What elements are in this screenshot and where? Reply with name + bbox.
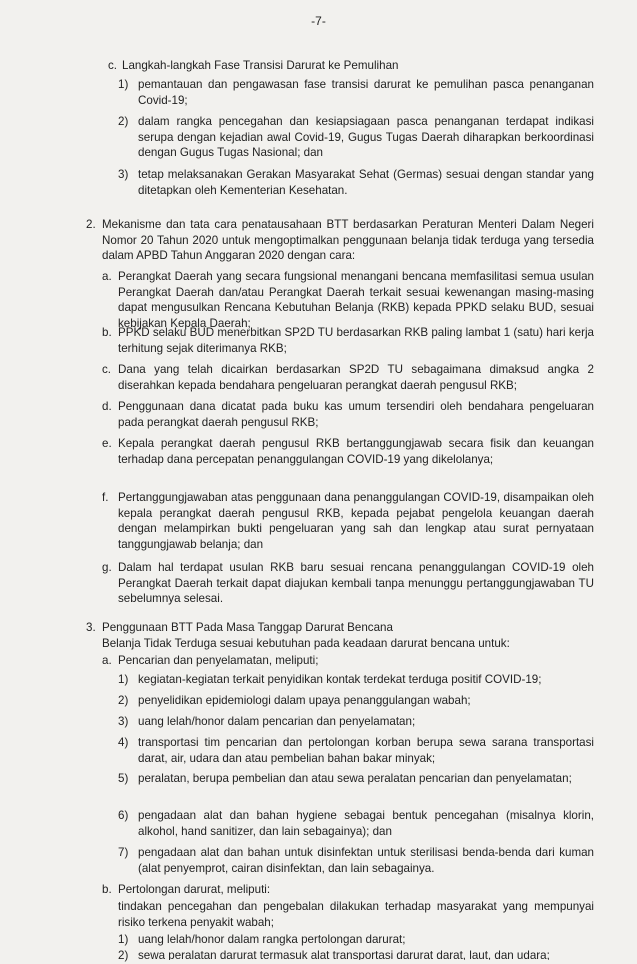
s2-item-a-marker: a. xyxy=(102,270,112,283)
s2-item-f-text: Pertanggungjawaban atas penggunaan dana penanggulangan COVID-19, disampaikan oleh kepala perangkat daerah pengusul RKB, kepada pejabat pengelola keuangan daerah dengan melampirkan bukti pengeluaran yang sah dan lengkap atau surat pernyataan tanggungjawab belanja; dan xyxy=(118,491,594,551)
s3a-item-4-marker: 4) xyxy=(118,736,129,749)
s2-item-b-text: PPKD selaku BUD menerbitkan SP2D TU berdasarkan RKB paling lambat 1 (satu) hari kerja terhitung sejak diterimanya RKB; xyxy=(118,326,594,355)
s1c-item-2-text: dalam rangka pencegahan dan kesiapsiagaan pasca penanganan terdapat indikasi serupa dengan kejadian awal Covid-19, Gugus Tugas Daerah diharapkan berkoordinasi dengan Gugus Tugas Nasional; dan xyxy=(138,115,594,160)
s3a-item-1-marker: 1) xyxy=(118,673,129,686)
s3b-title: Pertolongan darurat, meliputi: xyxy=(118,883,271,896)
s3a-item-7-text: pengadaan alat dan bahan untuk disinfektan untuk sterilisasi benda-benda dari kuman (alat penyemprot, cairan disinfektan, dan lain sebagainya. xyxy=(138,846,594,875)
section1c-title: Langkah-langkah Fase Transisi Darurat ke Pemulihan xyxy=(122,59,399,72)
s3a-item-2-marker: 2) xyxy=(118,694,129,707)
s2-item-a-text: Perangkat Daerah yang secara fungsional menangani bencana memfasilitasi semua usulan Perangkat Daerah dan/atau Perangkat Daerah terkait sesuai kewenangan masing-masing dapat mengusulkan Rencana Kebutuhan Belanja (RKB) kepada PPKD selaku BUD, sesuai kebijakan Kepala Daerah; xyxy=(118,270,594,330)
s2-item-e-text: Kepala perangkat daerah pengusul RKB bertanggungjawab secara fisik dan keuangan terhadap dana percepatan penanggulangan COVID-19 yang dikelolanya; xyxy=(118,437,594,466)
s2-item-g-text: Dalam hal terdapat usulan RKB baru sesuai rencana penanggulangan COVID-19 oleh Perangkat Daerah terkait dapat diajukan kembali tanpa menunggu pertanggungjawaban TU sebelumnya selesai. xyxy=(118,561,594,606)
s3b-item-1-text: uang lelah/honor dalam rangka pertolongan darurat; xyxy=(138,933,406,946)
section3-marker: 3. xyxy=(86,621,96,634)
s3a-item-2-text: penyelidikan epidemiologi dalam upaya penanggulangan wabah; xyxy=(138,694,471,707)
s3a-title: Pencarian dan penyelamatan, meliputi; xyxy=(118,654,319,667)
section3-title: Penggunaan BTT Pada Masa Tanggap Darurat Bencana xyxy=(102,621,393,634)
s1c-item-1-text: pemantauan dan pengawasan fase transisi darurat ke pemulihan pasca penanganan Covid-19; xyxy=(138,78,594,107)
s2-item-d-text: Penggunaan dana dicatat pada buku kas umum tersendiri oleh bendahara pengeluaran pada perangkat daerah pengusul RKB; xyxy=(118,400,594,429)
s2-item-b-marker: b. xyxy=(102,326,112,339)
s3b-item-1-marker: 1) xyxy=(118,933,129,946)
s2-item-c-marker: c. xyxy=(102,363,112,376)
s1c-item-3-text: tetap melaksanakan Gerakan Masyarakat Sehat (Germas) sesuai dengan standar yang ditetapkan oleh Kementerian Kesehatan. xyxy=(138,168,594,197)
s2-item-e-marker: e. xyxy=(102,437,112,450)
s3b-marker: b. xyxy=(102,883,112,896)
s3a-item-6-marker: 6) xyxy=(118,809,129,822)
s3b-item-2-text: sewa peralatan darurat termasuk alat transportasi darurat darat, laut, dan udara; xyxy=(138,949,550,960)
s3a-item-4-text: transportasi tim pencarian dan pertolongan korban berupa sewa sarana transportasi darat, air, udara dan atau pembelian bahan bakar minyak; xyxy=(138,736,594,765)
s3b-item-2-marker: 2) xyxy=(118,949,129,962)
section2-marker: 2. xyxy=(86,218,96,231)
s2-item-c-text: Dana yang telah dicairkan berdasarkan SP2D TU sebagaimana dimaksud angka 2 diserahkan kepada bendahara pengeluaran perangkat daerah pengusul RKB; xyxy=(118,363,594,392)
section2-intro: Mekanisme dan tata cara penatausahaan BTT berdasarkan Peraturan Menteri Dalam Negeri Nomor 20 Tahun 2020 untuk mengoptimalkan penggunaan belanja tidak terduga yang tersedia dalam APBD Tahun Anggaran 2020 dengan cara: xyxy=(102,218,594,263)
s3a-item-3-text: uang lelah/honor dalam pencarian dan penyelamatan; xyxy=(138,715,416,728)
s3a-item-5-marker: 5) xyxy=(118,772,129,785)
s1c-item-1-marker: 1) xyxy=(118,78,129,91)
s3a-marker: a. xyxy=(102,654,112,667)
section1c-marker: c. xyxy=(108,59,118,72)
s1c-item-2-marker: 2) xyxy=(118,115,129,128)
s1c-item-3-marker: 3) xyxy=(118,168,129,181)
s3a-item-6-text: pengadaan alat dan bahan hygiene sebagai bentuk pencegahan (misalnya klorin, alkohol, hand sanitizer, dan lain sebagainya); dan xyxy=(138,809,594,838)
section3-intro: Belanja Tidak Terduga sesuai kebutuhan pada keadaan darurat bencana untuk: xyxy=(102,637,510,650)
s3a-item-3-marker: 3) xyxy=(118,715,129,728)
s2-item-g-marker: g. xyxy=(102,561,112,574)
s2-item-f-marker: f. xyxy=(102,491,109,504)
s3a-item-7-marker: 7) xyxy=(118,846,129,859)
page-number: -7- xyxy=(311,14,326,28)
s3b-intro: tindakan pencegahan dan pengebalan dilakukan terhadap masyarakat yang mempunyai risiko terkena penyakit wabah; xyxy=(118,900,594,929)
s3a-item-1-text: kegiatan-kegiatan terkait penyidikan kontak terdekat terduga positif COVID-19; xyxy=(138,673,542,686)
s2-item-d-marker: d. xyxy=(102,400,112,413)
s3a-item-5-text: peralatan, berupa pembelian dan atau sewa peralatan pencarian dan penyelamatan; xyxy=(138,772,572,785)
